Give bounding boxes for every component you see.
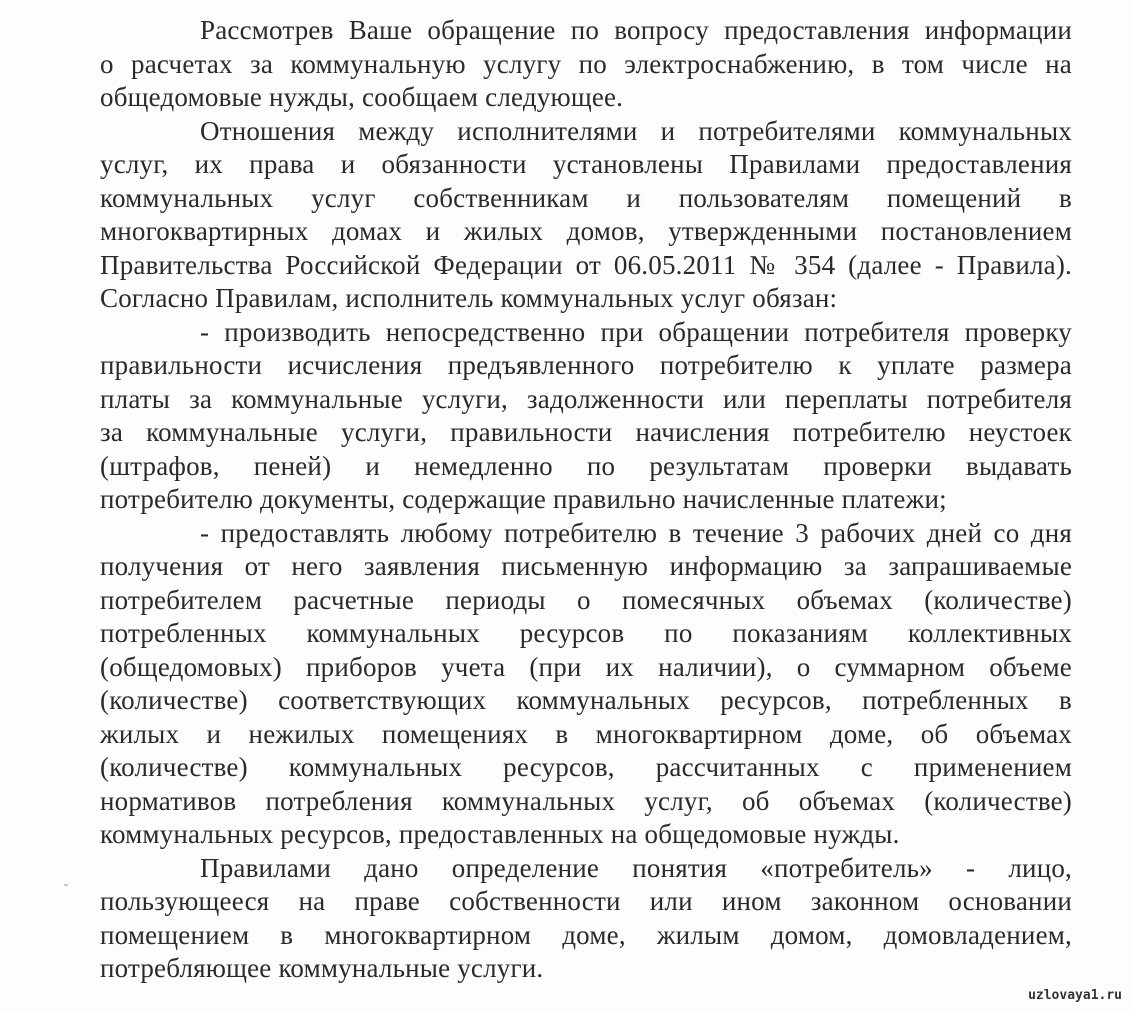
text-line: - производить непосредственно при обращении потребителя проверку	[200, 316, 1072, 347]
text-line: потребителем расчетные периоды о помесячных объемах (количестве)	[100, 584, 1072, 615]
text-line: общедомовые нужды, сообщаем следующее.	[100, 82, 624, 112]
text-line: Согласно Правилам, исполнитель коммунальных услуг обязан:	[100, 283, 838, 313]
text-line: пользующееся на праве собственности или ином законном основании	[100, 886, 1072, 916]
text-line: получения от него заявления письменную информацию за запрашиваемые	[100, 551, 1072, 581]
scan-speck	[64, 884, 68, 886]
text-line: многоквартирных домах и жилых домов, утвержденными постановлением	[100, 216, 1072, 246]
text-line: жилых и нежилых помещениях в многоквартирном доме, об объемах	[100, 718, 1072, 749]
letter-body	[100, 14, 1072, 986]
text-line: (количестве) соответствующих коммунальных ресурсов, потребленных в	[100, 685, 1072, 715]
site-watermark: uzlovaya1.ru	[1028, 988, 1122, 1003]
text-line: правильности исчисления предъявленного потребителю к уплате размера	[100, 350, 1072, 380]
text-line: потребляющее коммунальные услуги.	[100, 953, 544, 983]
text-line: Отношения между исполнителями и потребителями коммунальных	[200, 115, 1072, 146]
text-line: (количестве) коммунальных ресурсов, рассчитанных с применением	[100, 752, 1072, 782]
text-line: услуг, их права и обязанности установлены Правилами предоставления	[100, 149, 1072, 179]
text-line: потребленных коммунальных ресурсов по показаниям коллективных	[100, 618, 1072, 648]
text-line: платы за коммунальные услуги, задолженности или переплаты потребителя	[100, 383, 1072, 414]
text-line: Рассмотрев Ваше обращение по вопросу предоставления информации	[200, 15, 1072, 45]
text-line: помещением в многоквартирном доме, жилым домом, домовладением,	[100, 919, 1072, 950]
text-line: нормативов потребления коммунальных услуг, об объемах (количестве)	[100, 785, 1072, 816]
text-line: Правилами дано определение понятия «потребитель» - лицо,	[200, 852, 1072, 883]
text-line: коммунальных услуг собственникам и пользователям помещений в	[100, 182, 1072, 213]
text-line: Правительства Российской Федерации от 06.05.2011 № 354 (далее - Правила).	[100, 249, 1072, 280]
text-line: о расчетах за коммунальную услугу по электроснабжению, в том числе на	[100, 48, 1072, 79]
text-line: (штрафов, пеней) и немедленно по результатам проверки выдавать	[100, 450, 1072, 481]
text-line: - предоставлять любому потребителю в течение 3 рабочих дней со дня	[200, 517, 1072, 548]
text-line: коммунальных ресурсов, предоставленных на общедомовые нужды.	[100, 819, 900, 849]
text-line: за коммунальные услуги, правильности начисления потребителю неустоек	[100, 417, 1072, 447]
text-line: потребителю документы, содержащие правильно начисленные платежи;	[100, 484, 947, 514]
text-line: (общедомовых) приборов учета (при их наличии), о суммарном объеме	[100, 651, 1072, 682]
